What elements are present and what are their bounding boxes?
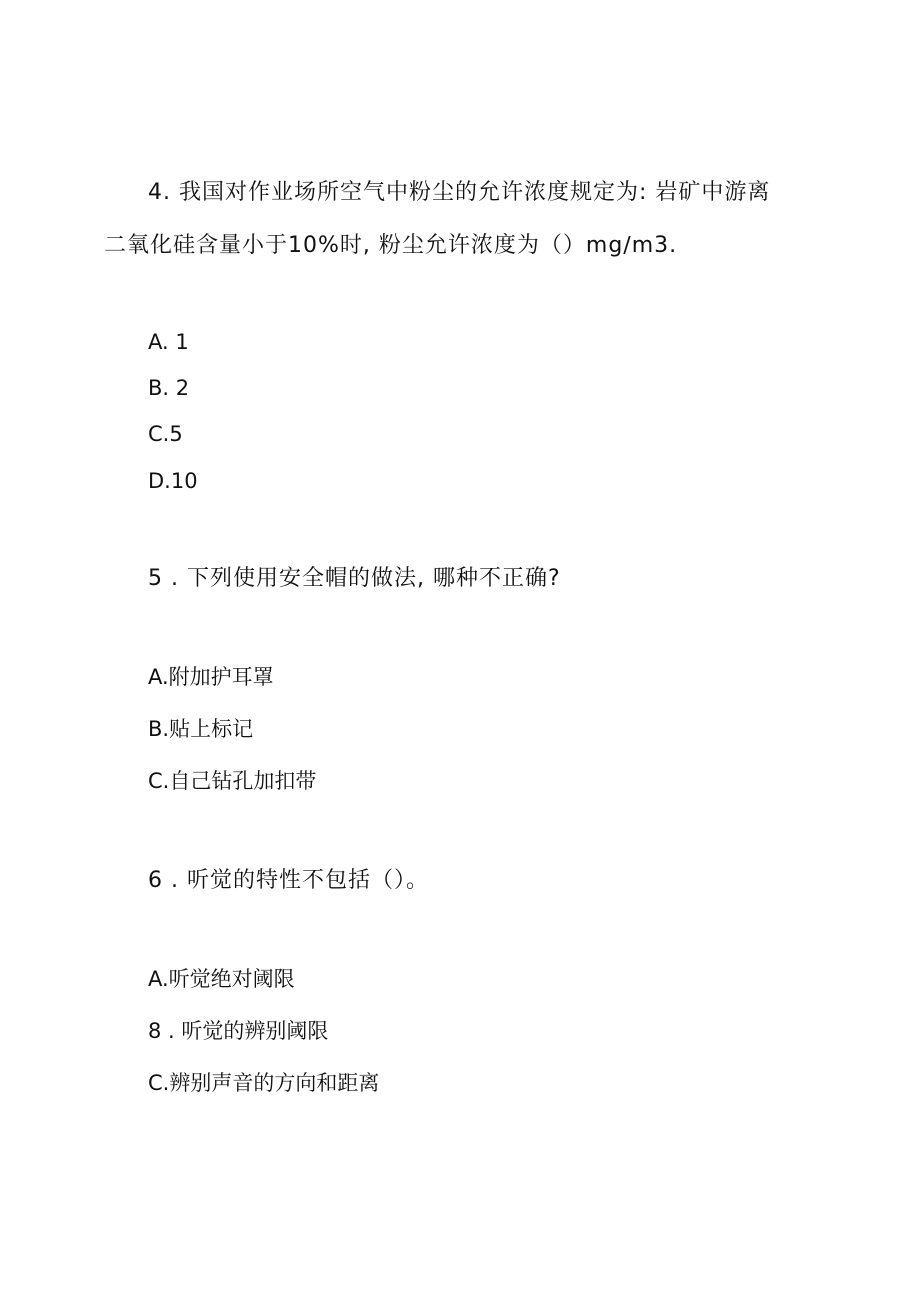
question-4-option-c: C.5 [148,422,183,446]
question-4-stem-line-2: 二氧化硅含量小于10%时, 粉尘允许浓度为（）mg∕m3. [104,233,678,258]
question-5-option-a: A.附加护耳罩 [148,665,274,689]
question-4-option-d: D.10 [148,469,198,493]
question-4-stem-line-1: 4. 我国对作业场所空气中粉尘的允许浓度规定为: 岩矿中游离 [148,180,771,205]
question-4-option-b: B. 2 [148,376,190,400]
question-5-stem: 5 . 下列使用安全帽的做法, 哪种不正确? [148,566,561,591]
question-5-option-c: C.自己钻孔加扣带 [148,769,317,793]
question-6-option-c: C.辨别声音的方向和距离 [148,1071,380,1095]
question-6-option-a: A.听觉绝对阈限 [148,967,295,991]
question-6-option-b: 8 . 听觉的辨别阈限 [148,1019,329,1043]
question-4-option-a: A. 1 [148,330,189,354]
question-6-stem: 6 . 听觉的特性不包括（）。 [148,868,429,893]
question-5-option-b: B.贴上标记 [148,717,254,741]
